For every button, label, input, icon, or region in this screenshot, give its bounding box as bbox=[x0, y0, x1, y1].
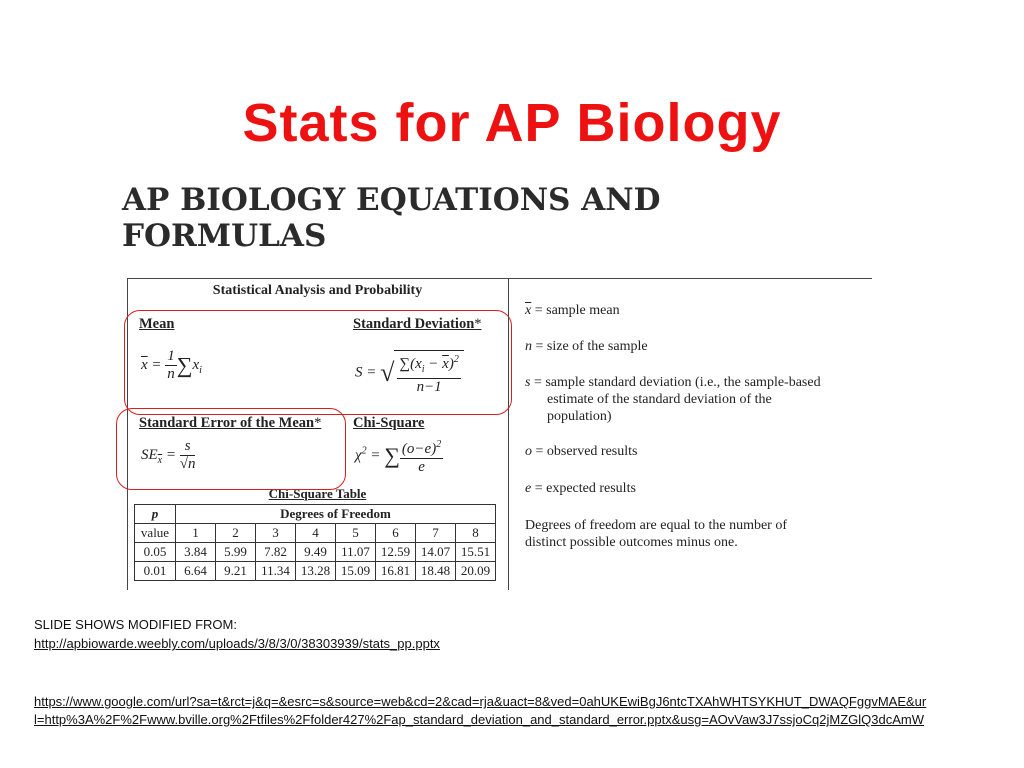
source-link-2-line1: https://www.google.com/url?sa=t&rct=j&q=&esrc=s&source=web&cd=2&cad=rja&uact=8&ved=0ahUKEwiBgJ6ntcTXAhWHTSYKHUT_DWAQFggvMAE&ur bbox=[34, 694, 927, 709]
equations-heading bbox=[122, 182, 762, 254]
mean-formula: $\overline{x}$ = $\frac{1}{n}$ $\sum x_i$ bbox=[141, 348, 202, 382]
def-sample-mean: $\overline{x}$ = sample mean bbox=[525, 303, 620, 318]
equations-heading-line2: FORMULAS bbox=[122, 218, 327, 254]
chi-value-cell: 6.64 bbox=[176, 562, 216, 581]
chi-value-cell: 18.48 bbox=[416, 562, 456, 581]
def-expected: e = expected results bbox=[525, 481, 636, 496]
chi-value-cell: 3.84 bbox=[176, 543, 216, 562]
p-header-cell: p bbox=[135, 505, 176, 524]
def-sample-sd-line3: population) bbox=[547, 409, 612, 424]
chi-value-cell: 9.21 bbox=[216, 562, 256, 581]
source-link-2[interactable] bbox=[34, 694, 926, 727]
chi-value-cell: 14.07 bbox=[416, 543, 456, 562]
table-row bbox=[135, 505, 496, 524]
def-sample-sd-line2: estimate of the standard deviation of the bbox=[547, 392, 772, 407]
p-value-cell: 0.05 bbox=[135, 543, 176, 562]
panel-title: Statistical Analysis and Probability bbox=[212, 283, 423, 298]
source-link-2-line2: l=http%3A%2F%2Fwww.bville.org%2Ftfiles%2Ffolder427%2Fap_standard_deviation_and_standard_error.pptx&usg=AOvVaw3J7ssjoCq2jMZGlQ3dcAmW bbox=[34, 712, 924, 727]
table-row bbox=[135, 562, 496, 581]
sd-formula: S = √ $\frac{\sum(x_i - \overline{x})^2}{n-1}$ bbox=[355, 350, 464, 396]
chi-label: Chi-Square bbox=[353, 415, 425, 431]
highlight-circle-mean-sd bbox=[124, 310, 512, 415]
chi-value-cell: 11.34 bbox=[256, 562, 296, 581]
equations-heading-line1: AP BIOLOGY EQUATIONS AND bbox=[122, 182, 661, 218]
def-dof-line2: distinct possible outcomes minus one. bbox=[525, 535, 738, 550]
modified-from-label: SLIDE SHOWS MODIFIED FROM: bbox=[34, 617, 237, 632]
chi-value-cell: 12.59 bbox=[376, 543, 416, 562]
sem-label: Standard Error of the Mean* bbox=[139, 415, 322, 431]
df-cell: 6 bbox=[376, 524, 416, 543]
chi-value-cell: 16.81 bbox=[376, 562, 416, 581]
chi-value-cell: 15.09 bbox=[336, 562, 376, 581]
chi-table-caption: Chi-Square Table bbox=[268, 486, 367, 501]
table-row bbox=[135, 543, 496, 562]
chi-value-cell: 5.99 bbox=[216, 543, 256, 562]
highlight-circle-sem bbox=[116, 408, 346, 490]
mean-label: Mean bbox=[139, 316, 175, 332]
sheet-top-rule bbox=[127, 278, 872, 279]
source-link-1-wrap bbox=[34, 636, 440, 651]
chi-square-table bbox=[134, 504, 496, 581]
chi-value-cell: 13.28 bbox=[296, 562, 336, 581]
sem-formula: $SE_{\overline{x}}$ = $\frac{s}{√n}$ bbox=[141, 438, 196, 472]
slide-title: Stats for AP Biology bbox=[242, 93, 782, 153]
definitions-panel bbox=[525, 302, 870, 551]
chi-formula: $\chi^2$ = ∑ $\frac{(o-e)^2}{e}$ bbox=[355, 436, 443, 476]
chi-value-cell: 11.07 bbox=[336, 543, 376, 562]
chi-value-cell: 7.82 bbox=[256, 543, 296, 562]
df-cell: 5 bbox=[336, 524, 376, 543]
df-cell: 3 bbox=[256, 524, 296, 543]
sd-label: Standard Deviation* bbox=[353, 316, 482, 332]
df-cell: 7 bbox=[416, 524, 456, 543]
def-sample-size: n = size of the sample bbox=[525, 339, 648, 354]
df-header-cell: Degrees of Freedom bbox=[176, 505, 496, 524]
df-cell: 4 bbox=[296, 524, 336, 543]
source-link-1[interactable]: http://apbiowarde.weebly.com/uploads/3/8/3/0/38303939/stats_pp.pptx bbox=[34, 636, 440, 651]
df-cell: 1 bbox=[176, 524, 216, 543]
chi-value-cell: 9.49 bbox=[296, 543, 336, 562]
chi-value-cell: 20.09 bbox=[456, 562, 496, 581]
def-observed: o = observed results bbox=[525, 444, 638, 459]
chi-value-cell: 15.51 bbox=[456, 543, 496, 562]
p-value-cell: 0.01 bbox=[135, 562, 176, 581]
def-dof-line1: Degrees of freedom are equal to the number of bbox=[525, 518, 787, 533]
df-cell: 2 bbox=[216, 524, 256, 543]
def-sample-sd: s = sample standard deviation (i.e., the sample-based bbox=[525, 375, 821, 390]
df-cell: 8 bbox=[456, 524, 496, 543]
table-row bbox=[135, 524, 496, 543]
value-label-cell: value bbox=[135, 524, 176, 543]
source-link-2-wrap bbox=[34, 693, 926, 729]
